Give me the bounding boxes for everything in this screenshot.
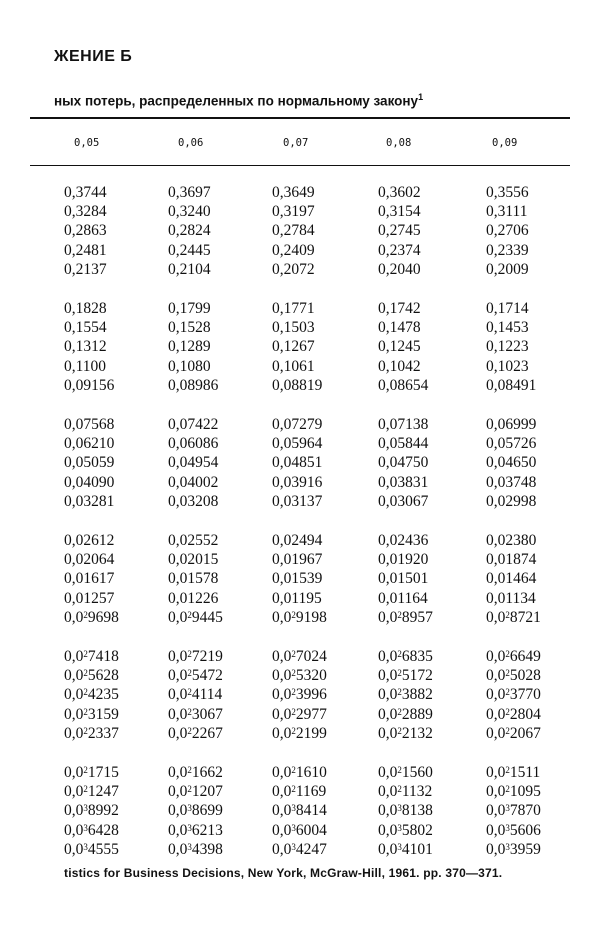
table-cell: $0,0^21511$: [486, 764, 541, 781]
table-cell: $0,0^22889$: [378, 705, 433, 723]
table-cell: 0,2445: [168, 241, 211, 259]
table-cell: $0,0^26649$: [486, 648, 541, 665]
table-cell: 0,2104: [168, 260, 211, 278]
table-cell: 0,1771: [272, 300, 315, 317]
table-cell: $0,0^38699$: [168, 802, 223, 820]
table-cell: 0,3602: [378, 184, 421, 201]
row-group: [0, 647, 600, 743]
table-row: [0, 453, 600, 472]
table-row: [0, 589, 600, 608]
table-cell: 0,3240: [168, 203, 211, 221]
table-cell: 0,04954: [168, 454, 219, 472]
table-cell: 0,2481: [64, 241, 107, 259]
table-cell: 0,2863: [64, 222, 107, 240]
table-caption: [54, 92, 423, 109]
table-cell: $0,0^27219$: [168, 648, 223, 665]
table-cell: $0,0^21610$: [272, 764, 327, 781]
table-cell: $0,0^36428$: [64, 821, 119, 839]
table-row: [0, 434, 600, 453]
table-cell: 0,2824: [168, 222, 211, 240]
table-cell: 0,04851: [272, 454, 323, 472]
column-header: 0,06: [178, 137, 204, 149]
table-cell: 0,2745: [378, 222, 421, 240]
table-row: [0, 376, 600, 395]
table-cell: 0,07138: [378, 416, 429, 433]
table-cell: 0,02998: [486, 492, 537, 510]
table-cell: 0,03831: [378, 473, 429, 491]
table-cell: 0,01464: [486, 570, 537, 588]
table-cell: $0,0^24235$: [64, 686, 119, 704]
table-row: [0, 550, 600, 569]
table-cell: $0,0^24114$: [168, 686, 223, 704]
table-cell: 0,2706: [486, 222, 529, 240]
table-cell: $0,0^36213$: [168, 821, 223, 839]
table-cell: 0,2784: [272, 222, 315, 240]
table-cell: 0,02064: [64, 551, 115, 569]
table-cell: 0,01226: [168, 589, 219, 607]
table-cell: $0,0^23996$: [272, 686, 327, 704]
table-cell: $0,0^23159$: [64, 705, 119, 723]
table-cell: $0,0^25472$: [168, 667, 223, 685]
table-cell: 0,3744: [64, 184, 107, 201]
table-cell: 0,1453: [486, 319, 529, 337]
table-cell: 0,3556: [486, 184, 529, 201]
footnote: tistics for Business Decisions, New York, McGraw-Hill, 1961. pp. 370—371.: [64, 866, 503, 880]
table-cell: $0,0^28721$: [486, 608, 541, 626]
table-cell: $0,0^21247$: [64, 783, 119, 801]
table-row: [0, 299, 600, 318]
value-table: [0, 183, 600, 879]
table-caption-text: ных потерь, распределенных по нормальному закону: [54, 93, 419, 109]
table-cell: $0,0^25172$: [378, 667, 433, 685]
table-cell: $0,0^28957$: [378, 608, 433, 626]
table-cell: 0,02612: [64, 532, 115, 549]
table-cell: 0,01617: [64, 570, 115, 588]
table-row: [0, 821, 600, 840]
table-cell: 0,03208: [168, 492, 219, 510]
table-cell: 0,02015: [168, 551, 219, 569]
table-cell: 0,3649: [272, 184, 315, 201]
table-cell: 0,1714: [486, 300, 529, 317]
table-cell: 0,1478: [378, 319, 421, 337]
table-cell: 0,1742: [378, 300, 421, 317]
table-cell: $0,0^29198$: [272, 608, 327, 626]
table-cell: $0,0^23067$: [168, 705, 223, 723]
table-cell: $0,0^21715$: [64, 764, 119, 781]
table-cell: 0,01578: [168, 570, 219, 588]
table-cell: $0,0^36004$: [272, 821, 327, 839]
table-cell: 0,1289: [168, 338, 211, 356]
row-group: [0, 415, 600, 511]
table-row: [0, 357, 600, 376]
table-cell: $0,0^38138$: [378, 802, 433, 820]
table-cell: 0,05726: [486, 435, 537, 453]
table-cell: 0,06086: [168, 435, 219, 453]
table-cell: $0,0^29445$: [168, 608, 223, 626]
table-row: [0, 801, 600, 820]
table-row: [0, 763, 600, 782]
table-cell: 0,2339: [486, 241, 529, 259]
column-header: 0,09: [492, 137, 518, 149]
table-cell: $0,0^23882$: [378, 686, 433, 704]
table-cell: 0,03137: [272, 492, 323, 510]
table-cell: 0,1042: [378, 357, 421, 375]
table-cell: $0,0^22132$: [378, 724, 433, 742]
table-cell: 0,01967: [272, 551, 323, 569]
table-cell: 0,02494: [272, 532, 323, 549]
table-cell: 0,3154: [378, 203, 421, 221]
column-header: 0,05: [74, 137, 100, 149]
table-cell: 0,01195: [272, 589, 322, 607]
table-cell: $0,0^29698$: [64, 608, 119, 626]
table-cell: 0,3197: [272, 203, 315, 221]
table-cell: $0,0^34555$: [64, 840, 119, 858]
table-row: [0, 531, 600, 550]
header-rule: [30, 165, 570, 166]
table-cell: $0,0^35606$: [486, 821, 541, 839]
table-cell: 0,3284: [64, 203, 107, 221]
table-cell: 0,01257: [64, 589, 115, 607]
table-cell: 0,01539: [272, 570, 323, 588]
row-group: [0, 531, 600, 627]
table-cell: $0,0^34101$: [378, 840, 433, 858]
table-row: [0, 840, 600, 859]
table-cell: $0,0^21095$: [486, 783, 541, 801]
table-cell: 0,1828: [64, 300, 107, 317]
table-cell: 0,1023: [486, 357, 529, 375]
table-cell: $0,0^21662$: [168, 764, 223, 781]
page-heading: ЖЕНИЕ Б: [54, 48, 133, 65]
table-cell: 0,01164: [378, 589, 428, 607]
table-row: [0, 724, 600, 743]
table-cell: $0,0^22977$: [272, 705, 327, 723]
table-cell: 0,01920: [378, 551, 429, 569]
table-cell: 0,07422: [168, 416, 219, 433]
table-row: [0, 260, 600, 279]
table-cell: 0,07279: [272, 416, 323, 433]
table-cell: 0,06210: [64, 435, 115, 453]
table-cell: $0,0^38414$: [272, 802, 327, 820]
table-cell: $0,0^22267$: [168, 724, 223, 742]
row-group: [0, 183, 600, 279]
table-cell: 0,2009: [486, 260, 529, 278]
table-cell: $0,0^25628$: [64, 667, 119, 685]
table-cell: 0,1100: [64, 357, 107, 375]
table-cell: 0,06999: [486, 416, 537, 433]
table-row: [0, 492, 600, 511]
table-row: [0, 608, 600, 627]
table-cell: 0,1503: [272, 319, 315, 337]
table-cell: 0,08654: [378, 376, 429, 394]
table-cell: $0,0^27418$: [64, 648, 119, 665]
footnote-marker: 1: [418, 92, 424, 102]
table-cell: 0,1223: [486, 338, 529, 356]
table-cell: $0,0^35802$: [378, 821, 433, 839]
table-cell: $0,0^37870$: [486, 802, 541, 820]
table-cell: 0,1528: [168, 319, 211, 337]
table-cell: 0,02380: [486, 532, 537, 549]
table-row: [0, 782, 600, 801]
table-cell: 0,02552: [168, 532, 219, 549]
table-cell: 0,04750: [378, 454, 429, 472]
table-cell: $0,0^33959$: [486, 840, 541, 858]
table-cell: 0,09156: [64, 376, 115, 394]
table-cell: 0,3111: [486, 203, 528, 221]
table-cell: 0,05059: [64, 454, 115, 472]
table-cell: $0,0^38992$: [64, 802, 119, 820]
table-row: [0, 241, 600, 260]
table-cell: $0,0^22199$: [272, 724, 327, 742]
table-cell: 0,1080: [168, 357, 211, 375]
table-cell: 0,1799: [168, 300, 211, 317]
table-cell: 0,08986: [168, 376, 219, 394]
table-cell: $0,0^27024$: [272, 648, 327, 665]
table-cell: $0,0^21560$: [378, 764, 433, 781]
table-row: [0, 647, 600, 666]
table-cell: 0,01134: [486, 589, 536, 607]
column-header: 0,08: [386, 137, 412, 149]
table-cell: 0,03281: [64, 492, 115, 510]
table-cell: $0,0^22337$: [64, 724, 119, 742]
table-row: [0, 318, 600, 337]
table-cell: 0,2040: [378, 260, 421, 278]
table-cell: 0,2409: [272, 241, 315, 259]
table-cell: $0,0^23770$: [486, 686, 541, 704]
column-header: 0,07: [283, 137, 309, 149]
table-cell: 0,05844: [378, 435, 429, 453]
table-cell: 0,1267: [272, 338, 315, 356]
table-cell: 0,2374: [378, 241, 421, 259]
table-cell: 0,1312: [64, 338, 107, 356]
table-cell: 0,03916: [272, 473, 323, 491]
table-cell: $0,0^21169$: [272, 783, 327, 801]
table-row: [0, 569, 600, 588]
table-cell: $0,0^34398$: [168, 840, 223, 858]
table-cell: $0,0^25320$: [272, 667, 327, 685]
table-cell: 0,1061: [272, 357, 315, 375]
table-row: [0, 221, 600, 240]
table-cell: 0,04090: [64, 473, 115, 491]
table-cell: 0,08819: [272, 376, 323, 394]
table-cell: $0,0^22804$: [486, 705, 541, 723]
table-cell: $0,0^26835$: [378, 648, 433, 665]
table-cell: 0,02436: [378, 532, 429, 549]
row-group: [0, 763, 600, 859]
table-cell: $0,0^21207$: [168, 783, 223, 801]
table-cell: 0,01874: [486, 551, 537, 569]
table-row: [0, 473, 600, 492]
table-cell: 0,1245: [378, 338, 421, 356]
table-cell: $0,0^25028$: [486, 667, 541, 685]
table-cell: 0,05964: [272, 435, 323, 453]
table-row: [0, 685, 600, 704]
table-cell: 0,04002: [168, 473, 219, 491]
table-row: [0, 666, 600, 685]
table-cell: 0,08491: [486, 376, 537, 394]
table-cell: 0,2137: [64, 260, 107, 278]
table-cell: 0,03748: [486, 473, 537, 491]
table-cell: 0,03067: [378, 492, 429, 510]
table-row: [0, 705, 600, 724]
table-cell: $0,0^21132$: [378, 783, 433, 801]
table-cell: $0,0^22067$: [486, 724, 541, 742]
table-row: [0, 183, 600, 202]
table-cell: 0,01501: [378, 570, 429, 588]
table-cell: 0,2072: [272, 260, 315, 278]
row-group: [0, 299, 600, 395]
table-row: [0, 337, 600, 356]
table-cell: 0,07568: [64, 416, 115, 433]
table-cell: 0,04650: [486, 454, 537, 472]
table-cell: 0,3697: [168, 184, 211, 201]
table-row: [0, 415, 600, 434]
table-cell: $0,0^34247$: [272, 840, 327, 858]
table-row: [0, 202, 600, 221]
table-cell: 0,1554: [64, 319, 107, 337]
top-rule: [30, 117, 570, 119]
